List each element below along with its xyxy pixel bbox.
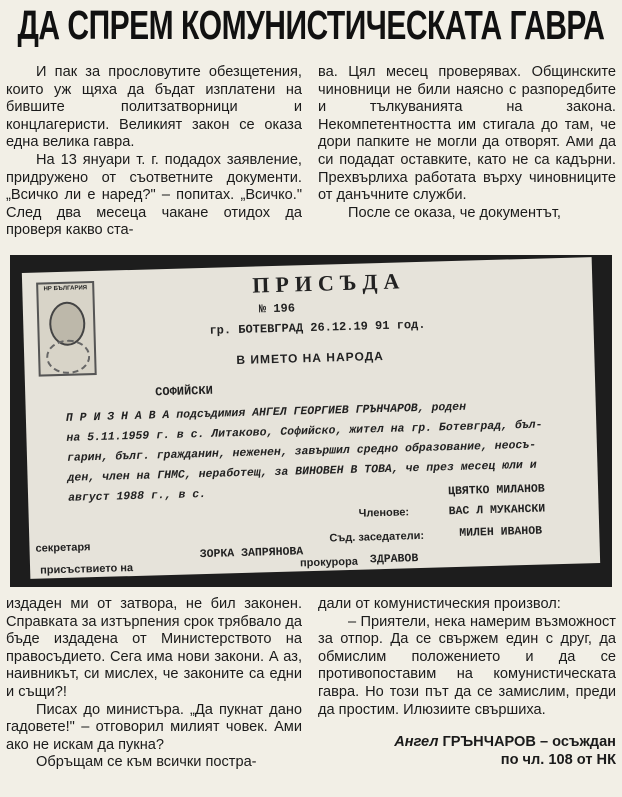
document-chairman: ЦВЯТКО МИЛАНОВ [447,482,545,499]
document-prosecutor-label: прокурора [299,555,359,570]
document-assessors: МИЛЕН ИВАНОВ [459,524,543,540]
paragraph: На 13 януари т. г. подадох заявление, придружено от съответните документи. „Всичко ли е наред?" – попитах. „Всичко." След два месеца чакане отидох да проверя какво ста- [6,151,302,239]
sentence-document-photo [10,255,612,587]
paragraph: дали от комунистическия произвол: [318,596,561,612]
document-body-line: ден, член на ГНМС, неработещ, за ВИНОВЕН В ТОВА, че през месец юли и [67,458,537,485]
document-presence-label: присъствието на [39,562,134,577]
court-sentence-document [22,257,600,579]
document-secretary-label: секретаря [35,541,91,555]
document-prosecutor: ЗДРАВОВ [369,552,419,567]
document-court: СОФИЙСКИ [155,383,214,400]
author-last-name: ГРЪНЧАРОВ [442,734,536,751]
document-secretary: ЗОРКА ЗАПРЯНОВА [199,545,304,562]
paragraph: ва. Цял месец проверявах. Общинските чиновници не били наясно с разпоредбите и тълкуванията на закона. Некомпетентността им стигала до там, че дори папките не могли да отворят. Ами да си подадат оставките, като не са кадърни. Прехвърлиха работата върху чиновниците от данъчните служби. [318,64,616,204]
stamp-label: НР БЪЛГАРИЯ [43,285,88,293]
headline: ДА СПРЕМ КОМУНИСТИЧЕСКАТА ГАВРА [17,4,605,49]
paragraph: – Приятели, нека намерим възможност за отпор. Да се свържем един с друг, да обмислим положението и да се противопоставим на комунистическата гавра. Но този път да се замислим, преди да простим. Илюзиите свършиха. [318,613,616,718]
document-number: № 196 [258,301,296,317]
document-body-line: П Р И З Н А В А подсъдимия АНГЕЛ ГЕОРГИЕВ ГРЪНЧАРОВ, роден [65,400,467,425]
document-place-date: гр. БОТЕВГРАД 26.12.19 91 год. [209,317,426,338]
document-members-label: Членове: [358,506,410,520]
author-role: – осъждан [540,734,616,751]
seal-icon [46,339,91,374]
document-body-line: гарин, бълг. гражданин, неженен, завършил средно образование, неосъ- [66,438,537,465]
document-in-the-name: В ИМЕТО НА НАРОДА [236,348,385,368]
paragraph: Обръщам се към всички постра- [36,754,257,771]
document-title: ПРИСЪДА [251,268,406,298]
document-body-line: август 1988 г., в с. [67,487,207,505]
author-law-article: по чл. 108 от НК [500,752,616,769]
top-left-column [6,64,302,240]
top-right-column [318,64,616,222]
author-line [318,733,616,751]
paragraph: И пак за прословутите обезщетения, които уж щяха да бъдат изплатени на бившите политзатворници и концлагеристи. Великият закон се оказа една велика гавра. [6,64,302,151]
paragraph: После се оказа, че документът, [348,204,561,221]
paragraph: Писах до министъра. „Да пукнат дано гадовете!" – отговорил милият човек. Ами ако не искам да пукна? [6,701,302,753]
author-first-name: Ангел [394,734,439,751]
bottom-left-column [6,596,302,772]
document-body-line: на 5.11.1959 г. в с. Литаково, Софийско, жител на гр. Ботевград, бъл- [66,418,543,445]
author-signature [318,733,616,769]
paragraph: издаден ми от затвора, не бил законен. Справката за изтърпения срок трябвало да бъде издадена от Министерството на правосъдието. Сега има нови закони. А аз, наивникът, си мислех, че законите са едни и същи?! [6,596,302,700]
revenue-stamp [36,281,97,377]
document-members: ВАС Л МУКАНСКИ [448,502,546,519]
bottom-right-column [318,596,616,769]
document-assessors-label: Съд. заседатели: [329,529,425,545]
